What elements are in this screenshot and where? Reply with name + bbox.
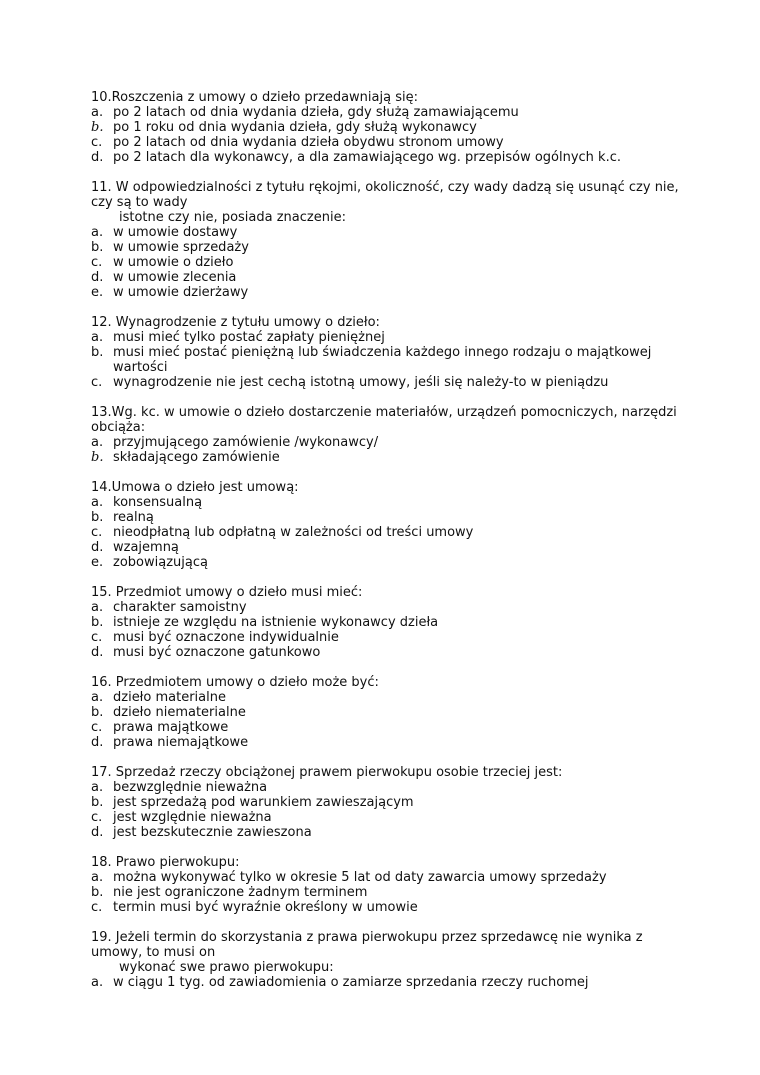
option-d: d. po 2 latach dla wykonawcy, a dla zamawiającego wg. przepisów ogólnych k.c. <box>91 150 621 165</box>
option-c: c. wynagrodzenie nie jest cechą istotną umowy, jeśli się należy-to w pieniądzu <box>91 375 609 390</box>
question-text-cont: umowy, to musi on <box>91 945 216 960</box>
option-a: a. po 2 latach od dnia wydania dzieła, gdy służą zamawiającemu <box>91 105 519 120</box>
question-text: 16. Przedmiotem umowy o dzieło może być: <box>91 675 379 690</box>
option-e: e. zobowiązującą <box>91 555 208 570</box>
question-17 <box>91 765 681 840</box>
question-text-indent: wykonać swe prawo pierwokupu: <box>119 960 334 975</box>
document-content <box>91 90 681 1005</box>
option-c: c. prawa majątkowe <box>91 720 229 735</box>
option-c: c. termin musi być wyraźnie określony w umowie <box>91 900 418 915</box>
option-a: a. dzieło materialne <box>91 690 226 705</box>
option-d: d. jest bezskutecznie zawieszona <box>91 825 312 840</box>
option-c: c. po 2 latach od dnia wydania dzieła obydwu stronom umowy <box>91 135 504 150</box>
question-text: 12. Wynagrodzenie z tytułu umowy o dzieło: <box>91 315 380 330</box>
option-b: b. w umowie sprzedaży <box>91 240 249 255</box>
option-b: b. realną <box>91 510 154 525</box>
question-12 <box>91 315 681 390</box>
option-a: a. przyjmującego zamówienie /wykonawcy/ <box>91 435 379 450</box>
option-a: a. można wykonywać tylko w okresie 5 lat od daty zawarcia umowy sprzedaży <box>91 870 607 885</box>
question-text-cont: obciąża: <box>91 420 146 435</box>
option-a: a. w ciągu 1 tyg. od zawiadomienia o zamiarze sprzedania rzeczy ruchomej <box>91 975 589 990</box>
question-text: 18. Prawo pierwokupu: <box>91 855 240 870</box>
question-19 <box>91 930 681 990</box>
question-text: 13.Wg. kc. w umowie o dzieło dostarczenie materiałów, urządzeń pomocniczych, narzędzi <box>91 405 677 420</box>
option-c: c. musi być oznaczone indywidualnie <box>91 630 339 645</box>
question-13 <box>91 405 681 465</box>
option-b: b. jest sprzedażą pod warunkiem zawieszającym <box>91 795 414 810</box>
option-b: b. musi mieć postać pieniężną lub świadczenia każdego innego rodzaju o majątkowej <box>91 345 652 360</box>
option-d: d. prawa niemajątkowe <box>91 735 249 750</box>
question-text: 10.Roszczenia z umowy o dzieło przedawniają się: <box>91 90 418 105</box>
question-10 <box>91 90 681 165</box>
question-16 <box>91 675 681 750</box>
option-d: d. musi być oznaczone gatunkowo <box>91 645 321 660</box>
option-b-continuation: wartości <box>113 360 168 375</box>
question-text: 15. Przedmiot umowy o dzieło musi mieć: <box>91 585 363 600</box>
option-c: c. nieodpłatną lub odpłatną w zależności od treści umowy <box>91 525 474 540</box>
option-b: b. istnieje ze względu na istnienie wykonawcy dzieła <box>91 615 439 630</box>
question-text-indent: istotne czy nie, posiada znaczenie: <box>119 210 346 225</box>
question-text: 19. Jeżeli termin do skorzystania z prawa pierwokupu przez sprzedawcę nie wynika z <box>91 930 643 945</box>
option-b: b. składającego zamówienie <box>91 450 280 465</box>
question-15 <box>91 585 681 660</box>
question-text: 11. W odpowiedzialności z tytułu rękojmi, okoliczność, czy wady dadzą się usunąć czy nie, <box>91 180 679 195</box>
option-a: a. konsensualną <box>91 495 203 510</box>
question-18 <box>91 855 681 915</box>
question-text-cont: czy są to wady <box>91 195 188 210</box>
option-c: c. w umowie o dzieło <box>91 255 234 270</box>
question-14 <box>91 480 681 570</box>
option-b: b. dzieło niematerialne <box>91 705 246 720</box>
option-b: b. nie jest ograniczone żadnym terminem <box>91 885 368 900</box>
option-a: a. musi mieć tylko postać zapłaty pieniężnej <box>91 330 385 345</box>
option-d: d. w umowie zlecenia <box>91 270 237 285</box>
option-e: e. w umowie dzierżawy <box>91 285 249 300</box>
option-a: a. w umowie dostawy <box>91 225 238 240</box>
option-d: d. wzajemną <box>91 540 179 555</box>
question-11 <box>91 180 681 300</box>
option-a: a. bezwzględnie nieważna <box>91 780 268 795</box>
question-text: 14.Umowa o dzieło jest umową: <box>91 480 299 495</box>
option-c: c. jest względnie nieważna <box>91 810 272 825</box>
option-a: a. charakter samoistny <box>91 600 247 615</box>
question-text: 17. Sprzedaż rzeczy obciążonej prawem pierwokupu osobie trzeciej jest: <box>91 765 563 780</box>
option-b: b. po 1 roku od dnia wydania dzieła, gdy służą wykonawcy <box>91 120 477 135</box>
